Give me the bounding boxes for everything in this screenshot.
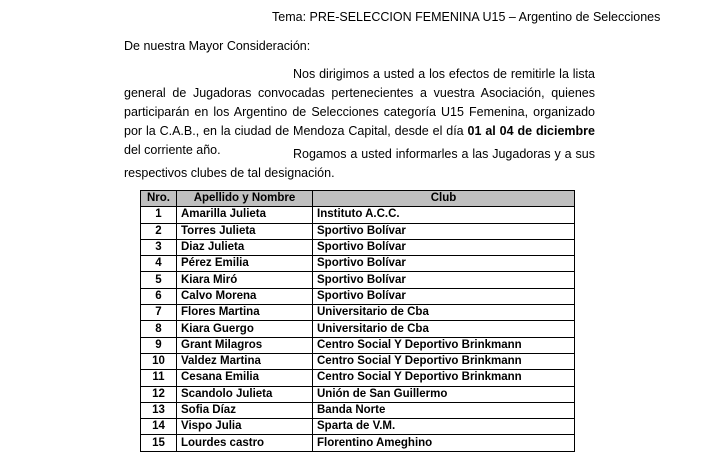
table-row bbox=[141, 419, 575, 435]
table-row bbox=[141, 370, 575, 386]
table-row bbox=[141, 435, 575, 451]
row-player-name: Kiara Guergo bbox=[177, 321, 313, 337]
row-nro: 10 bbox=[141, 353, 177, 369]
row-nro: 6 bbox=[141, 288, 177, 304]
row-nro: 2 bbox=[141, 223, 177, 239]
row-player-name: Grant Milagros bbox=[177, 337, 313, 353]
row-nro: 3 bbox=[141, 239, 177, 255]
event-dates: 01 al 04 de diciembre bbox=[467, 124, 596, 138]
row-club: Sportivo Bolívar bbox=[313, 239, 575, 255]
row-nro: 11 bbox=[141, 370, 177, 386]
row-club: Sportivo Bolívar bbox=[313, 272, 575, 288]
row-player-name: Valdez Martina bbox=[177, 353, 313, 369]
paragraph-request bbox=[124, 145, 595, 183]
players-table bbox=[140, 190, 575, 452]
row-club: Sportivo Bolívar bbox=[313, 223, 575, 239]
row-nro: 15 bbox=[141, 435, 177, 451]
row-club: Instituto A.C.C. bbox=[313, 207, 575, 223]
row-club: Centro Social Y Deportivo Brinkmann bbox=[313, 353, 575, 369]
row-club: Universitario de Cba bbox=[313, 321, 575, 337]
row-club: Sportivo Bolívar bbox=[313, 256, 575, 272]
table-row bbox=[141, 353, 575, 369]
row-player-name: Vispo Julia bbox=[177, 419, 313, 435]
table-row bbox=[141, 223, 575, 239]
row-club: Sportivo Bolívar bbox=[313, 288, 575, 304]
row-nro: 13 bbox=[141, 402, 177, 418]
table-row bbox=[141, 239, 575, 255]
header-name: Apellido y Nombre bbox=[177, 191, 313, 207]
paragraph-intro-end: del corriente año. bbox=[124, 143, 221, 157]
table-row bbox=[141, 386, 575, 402]
paragraph-request-text: Rogamos a usted informarles a las Jugadoras y a sus respectivos clubes de tal designación. bbox=[124, 147, 595, 180]
row-player-name: Calvo Morena bbox=[177, 288, 313, 304]
row-nro: 9 bbox=[141, 337, 177, 353]
row-club: Unión de San Guillermo bbox=[313, 386, 575, 402]
row-nro: 12 bbox=[141, 386, 177, 402]
row-nro: 7 bbox=[141, 305, 177, 321]
row-player-name: Scandolo Julieta bbox=[177, 386, 313, 402]
row-player-name: Kiara Miró bbox=[177, 272, 313, 288]
row-club: Centro Social Y Deportivo Brinkmann bbox=[313, 370, 575, 386]
row-club: Centro Social Y Deportivo Brinkmann bbox=[313, 337, 575, 353]
table-row bbox=[141, 207, 575, 223]
row-nro: 14 bbox=[141, 419, 177, 435]
row-player-name: Amarilla Julieta bbox=[177, 207, 313, 223]
row-player-name: Diaz Julieta bbox=[177, 239, 313, 255]
row-player-name: Cesana Emilia bbox=[177, 370, 313, 386]
table-row bbox=[141, 321, 575, 337]
table-row bbox=[141, 272, 575, 288]
table-row bbox=[141, 305, 575, 321]
row-player-name: Torres Julieta bbox=[177, 223, 313, 239]
row-player-name: Flores Martina bbox=[177, 305, 313, 321]
row-club: Banda Norte bbox=[313, 402, 575, 418]
paragraph-intro-text: Nos dirigimos a usted a los efectos de remitirle la lista general de Jugadoras convocadas pertenecientes a vuestra Asociación, quienes participarán en los Argentino de Selecciones categoría U15 Femenina, organizado por la C.A.B., en la ciudad de Mendoza Capital, desde el día bbox=[124, 67, 595, 138]
row-club: Florentino Ameghino bbox=[313, 435, 575, 451]
row-nro: 5 bbox=[141, 272, 177, 288]
row-player-name: Sofia Díaz bbox=[177, 402, 313, 418]
letter-greeting: De nuestra Mayor Consideración: bbox=[124, 39, 311, 53]
table-header-row bbox=[141, 191, 575, 207]
letter-subject: Tema: PRE-SELECCION FEMENINA U15 – Argentino de Selecciones bbox=[272, 10, 661, 24]
table-row bbox=[141, 288, 575, 304]
table-row bbox=[141, 256, 575, 272]
row-club: Sparta de V.M. bbox=[313, 419, 575, 435]
row-nro: 8 bbox=[141, 321, 177, 337]
row-nro: 1 bbox=[141, 207, 177, 223]
header-club: Club bbox=[313, 191, 575, 207]
row-nro: 4 bbox=[141, 256, 177, 272]
row-club: Universitario de Cba bbox=[313, 305, 575, 321]
table-row bbox=[141, 337, 575, 353]
row-player-name: Lourdes castro bbox=[177, 435, 313, 451]
header-nro: Nro. bbox=[141, 191, 177, 207]
table-row bbox=[141, 402, 575, 418]
row-player-name: Pérez Emilia bbox=[177, 256, 313, 272]
